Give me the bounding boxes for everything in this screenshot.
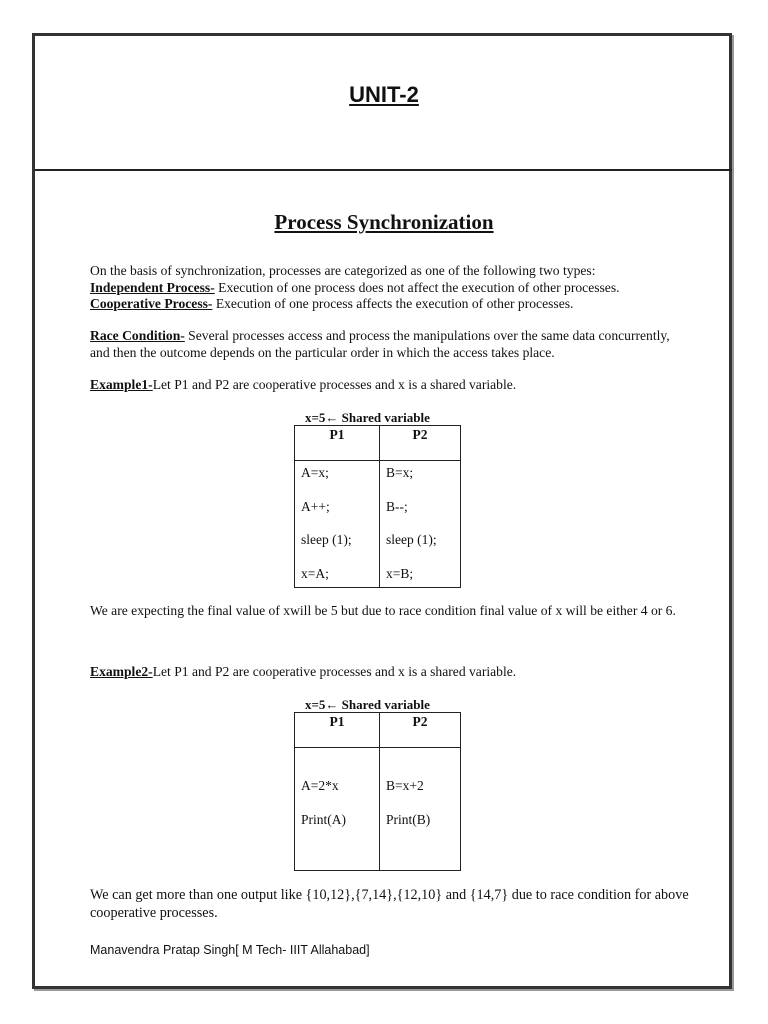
race-condition-paragraph — [90, 328, 690, 361]
example2-p2-code — [380, 748, 461, 871]
example2-note: We can get more than one output like {10,12},{7,14},{12,10} and {14,7} due to race condition for above cooperative processes. — [90, 887, 689, 921]
code-line: B--; — [386, 498, 408, 514]
code-line: x=A; — [301, 565, 329, 581]
race-text: Several processes access and process the manipulations over the same data concurrently, and then the outcome depends on the particular order in which the access takes place. — [90, 328, 670, 360]
code-line: B=x; — [386, 465, 414, 480]
code-line: B=x+2 — [386, 778, 424, 793]
code-line: A=x; — [301, 465, 329, 480]
independent-text: Execution of one process does not affect the execution of other processes. — [214, 279, 620, 295]
example1-label: Example1- — [90, 377, 153, 392]
race-label: Race Condition- — [90, 328, 185, 343]
cooperative-label: Cooperative Process- — [90, 296, 213, 311]
example1-header-p2: P2 — [380, 426, 461, 461]
example1-table — [294, 425, 461, 588]
example2-table — [294, 712, 461, 871]
unit-title: UNIT-2 — [349, 82, 419, 107]
example2-header-p1: P1 — [295, 713, 380, 748]
code-line: A++; — [301, 498, 330, 514]
example2-label: Example2- — [90, 664, 153, 679]
example2-header-p2: P2 — [380, 713, 461, 748]
example1-intro — [90, 377, 690, 394]
code-line: Print(B) — [386, 811, 431, 827]
code-line: Print(A) — [301, 811, 346, 827]
header-divider — [35, 169, 732, 171]
code-line: sleep (1); — [301, 532, 352, 547]
example2-p1-code — [295, 748, 380, 871]
example2-intro — [90, 664, 690, 681]
code-line: x=B; — [386, 565, 414, 581]
example1-header-p1: P1 — [295, 426, 380, 461]
intro-paragraph — [90, 263, 690, 313]
example2-text: Let P1 and P2 are cooperative processes and x is a shared variable. — [152, 664, 517, 679]
example1-note: We are expecting the final value of xwill be 5 but due to race condition final value of x will be either 4 or 6. — [90, 603, 676, 618]
example2-caption: x=5← Shared variable — [305, 697, 430, 712]
document-title: Process Synchronization — [274, 210, 494, 234]
example1-p1-code — [295, 461, 380, 588]
code-line: sleep (1); — [386, 532, 437, 547]
footer-author: Manavendra Pratap Singh[ M Tech- IIIT Allahabad] — [90, 943, 370, 957]
example1-p2-code — [380, 461, 461, 588]
cooperative-text: Execution of one process affects the execution of other processes. — [212, 296, 574, 311]
example1-caption: x=5← Shared variable — [305, 410, 430, 425]
example1-text: Let P1 and P2 are cooperative processes and x is a shared variable. — [152, 377, 517, 392]
intro-text: On the basis of synchronization, processes are categorized as one of the following two types: — [90, 263, 596, 278]
code-line: A=2*x — [301, 778, 339, 793]
independent-label: Independent Process- — [90, 279, 215, 295]
